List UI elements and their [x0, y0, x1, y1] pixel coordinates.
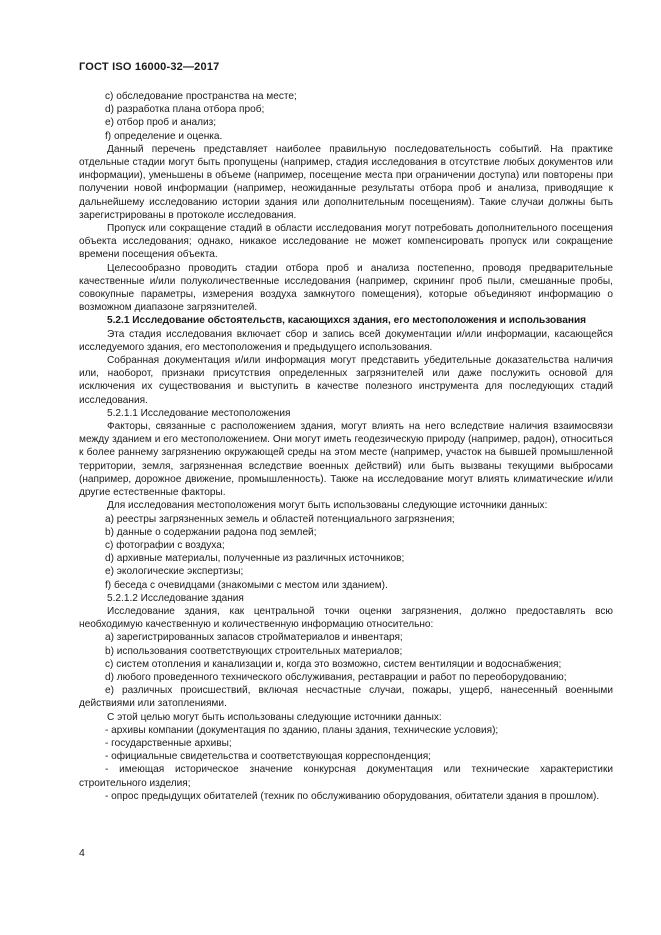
paragraph: Эта стадия исследования включает сбор и запись всей документации и/или информации, касающейся исследуемого здания, его местоположения и предыдущего использования.	[79, 328, 613, 353]
list-item: - опрос предыдущих обитателей (техник по обслуживанию оборудования, обитатели здания в прошлом).	[105, 790, 600, 802]
list-item: b) использования соответствующих строительных материалов;	[105, 645, 403, 657]
list-item: f) определение и оценка.	[105, 130, 223, 142]
paragraph: Данный перечень представляет наиболее правильную последовательность событий. На практике отдельные стадии могут быть пропущены (например, стадия исследования в отсутствие любых документов или информации), уменьшены в объеме (например, посещение места при ограничении доступа) или повторены при получении новой информации (например, неожиданные результаты отбора проб и анализа, приводящие к дальнейшему исследованию истории здания или дополнительным посещениям). Такие случаи должны быть зарегистрированы в протоколе исследования.	[79, 143, 613, 221]
list-item: e) экологические экспертизы;	[105, 566, 244, 578]
list-item: c) систем отопления и канализации и, когда это возможно, систем вентиляции и водоснабжения;	[105, 658, 562, 670]
list-item: b) данные о содержании радона под землей;	[105, 526, 317, 538]
list-item: d) архивные материалы, полученные из различных источников;	[105, 553, 405, 565]
list-item: d) любого проведенного технического обслуживания, реставрации и работ по переоборудованию;	[105, 671, 567, 683]
paragraph: Собранная документация и/или информация могут представить убедительные доказательства наличия или, наоборот, признаки присутствия определенных загрязнителей или даже послужить основой для исключения их существования и выступить в качестве полезного инструмента для последующих стадий исследования.	[79, 355, 613, 406]
page-number: 4	[79, 847, 85, 859]
list-item: a) реестры загрязненных земель и областей потенциального загрязнения;	[105, 513, 455, 525]
list-item: - имеющая историческое значение конкурсная документация или технические характеристики строительного изделия;	[79, 764, 613, 789]
list-item: - государственные архивы;	[105, 737, 232, 749]
section-heading: 5.2.1 Исследование обстоятельств, касающихся здания, его местоположения и использования	[107, 315, 587, 327]
paragraph: Факторы, связанные с расположением здания, могут влиять на него вследствие наличия взаимосвязи между зданием и его местоположением. Они могут иметь геодезическую природу (например, радон), относиться к более раннему загрязнению окружающей среды на этом месте (например, участок на бывшей промышленной территории, земля, загрязненная вследствие военных действий) или быть вызваны текущими выбросами (например, дорожное движение, промышленность). Также на исследование могут влиять климатические и/или другие естественные факторы.	[79, 421, 613, 499]
paragraph: Целесообразно проводить стадии отбора проб и анализа постепенно, проводя предварительные качественные и/или полуколичественные исследования (например, скрининг проб пыли, смешанные пробы, совокупные параметры, измерения воздуха замкнутого помещения), которые объединяют информацию о возможном диапазоне загрязнителей.	[79, 262, 613, 314]
list-item: d) разработка плана отбора проб;	[105, 104, 265, 116]
document-header: ГОСТ ISO 16000-32—2017	[79, 61, 220, 73]
paragraph: С этой целью могут быть использованы следующие источники данных:	[107, 711, 442, 723]
list-item: f) беседа с очевидцами (знакомыми с местом или зданием).	[105, 579, 388, 591]
list-item: a) зарегистрированных запасов стройматериалов и инвентаря;	[105, 632, 403, 644]
paragraph: Исследование здания, как центральной точки оценки загрязнения, должно предоставлять всю необходимую качественную и количественную информацию относительно:	[79, 605, 613, 631]
list-item: c) обследование пространства на месте;	[105, 91, 297, 102]
subsection-heading: 5.2.1.1 Исследование местоположения	[107, 407, 291, 419]
subsection-heading: 5.2.1.2 Исследование здания	[107, 592, 244, 604]
list-item: e) отбор проб и анализ;	[105, 117, 217, 129]
list-item: - архивы компании (документация по зданию, планы здания, технические условия);	[105, 724, 499, 736]
list-item: - официальные свидетельства и соответствующая корреспонденция;	[105, 751, 431, 763]
list-item: c) фотографии с воздуха;	[105, 539, 225, 551]
document-body	[79, 90, 613, 803]
paragraph: Для исследования местоположения могут быть использованы следующие источники данных:	[107, 500, 548, 512]
list-item: e) различных происшествий, включая несчастные случаи, пожары, ущерб, нанесенный военными действиями или затоплениями.	[79, 685, 613, 710]
paragraph: Пропуск или сокращение стадий в области исследования могут потребовать дополнительного посещения объекта исследования; однако, никакое исследование не может компенсировать пропуск или сокращение времени посещения объекта.	[79, 223, 613, 261]
